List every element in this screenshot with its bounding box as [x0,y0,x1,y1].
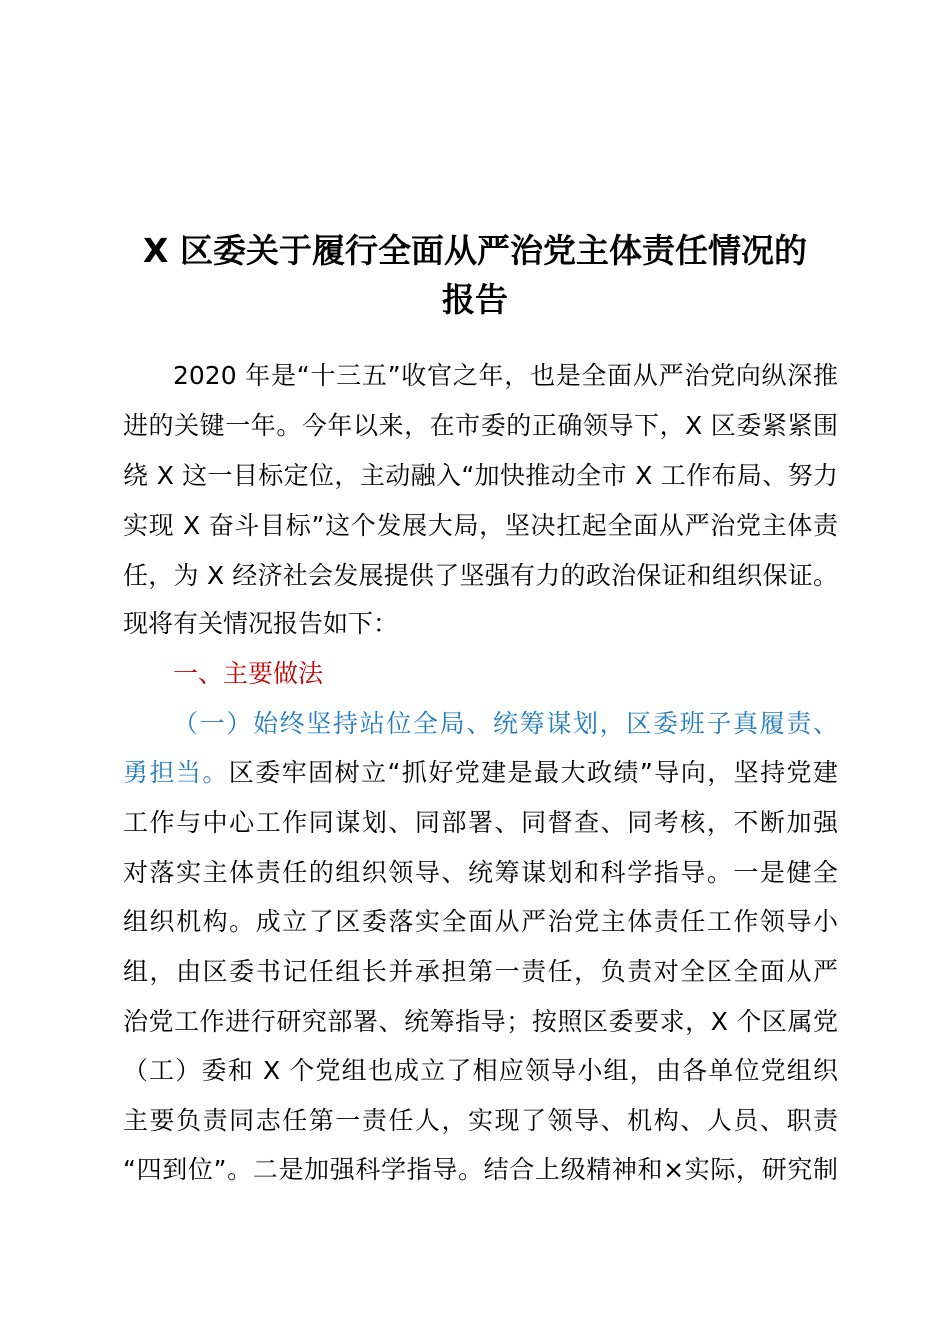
subsection-line-5: 组，由区委书记任组长并承担第一责任，负责对全区全面从严 [123,957,838,986]
intro-line-6: 现将有关情况报告如下： [123,609,399,638]
subsection-heading-line-2: 勇担当。 [123,758,229,787]
subsection-line-9: “四到位”。二是加强科学指导。结合上级精神和×实际，研究制 [123,1155,838,1184]
section-heading-main-practices: 一、主要做法 [173,659,324,688]
subsection-line-8: 主要负责同志任第一责任人，实现了领导、机构、人员、职责 [123,1106,838,1135]
subsection-line-3: 对落实主体责任的组织领导、统筹谋划和科学指导。一是健全 [123,858,838,887]
document-title-line-2: 报告 [442,280,508,319]
subsection-line-4: 组织机构。成立了区委落实全面从严治党主体责任工作领导小 [123,907,838,936]
intro-line-1: 2020 年是“十三五”收官之年，也是全面从严治党向纵深推 [173,361,838,390]
subsection-heading-line-1: （一）始终坚持站位全局、统筹谋划，区委班子真履责、 [173,709,838,738]
subsection-line-7: （工）委和 X 个党组也成立了相应领导小组，由各单位党组织 [123,1056,838,1085]
subsection-line-2: 工作与中心工作同谋划、同部署、同督查、同考核，不断加强 [123,808,838,837]
subsection-line-6: 治党工作进行研究部署、统筹指导；按照区委要求，X 个区属党 [123,1007,838,1036]
intro-line-2: 进的关键一年。今年以来，在市委的正确领导下，X 区委紧紧围 [123,411,838,440]
subsection-line-1 [123,758,838,788]
subsection-line-1-text: 区委牢固树立“抓好党建是最大政绩”导向，坚持党建 [228,758,838,787]
intro-line-4: 实现 X 奋斗目标”这个发展大局，坚决扛起全面从严治党主体责 [123,511,838,540]
intro-line-5: 任，为 X 经济社会发展提供了坚强有力的政治保证和组织保证。 [123,561,838,590]
document-title-line-1: X 区委关于履行全面从严治党主体责任情况的 [143,231,807,270]
intro-line-3: 绕 X 这一目标定位，主动融入“加快推动全市 X 工作布局、努力 [123,461,838,490]
